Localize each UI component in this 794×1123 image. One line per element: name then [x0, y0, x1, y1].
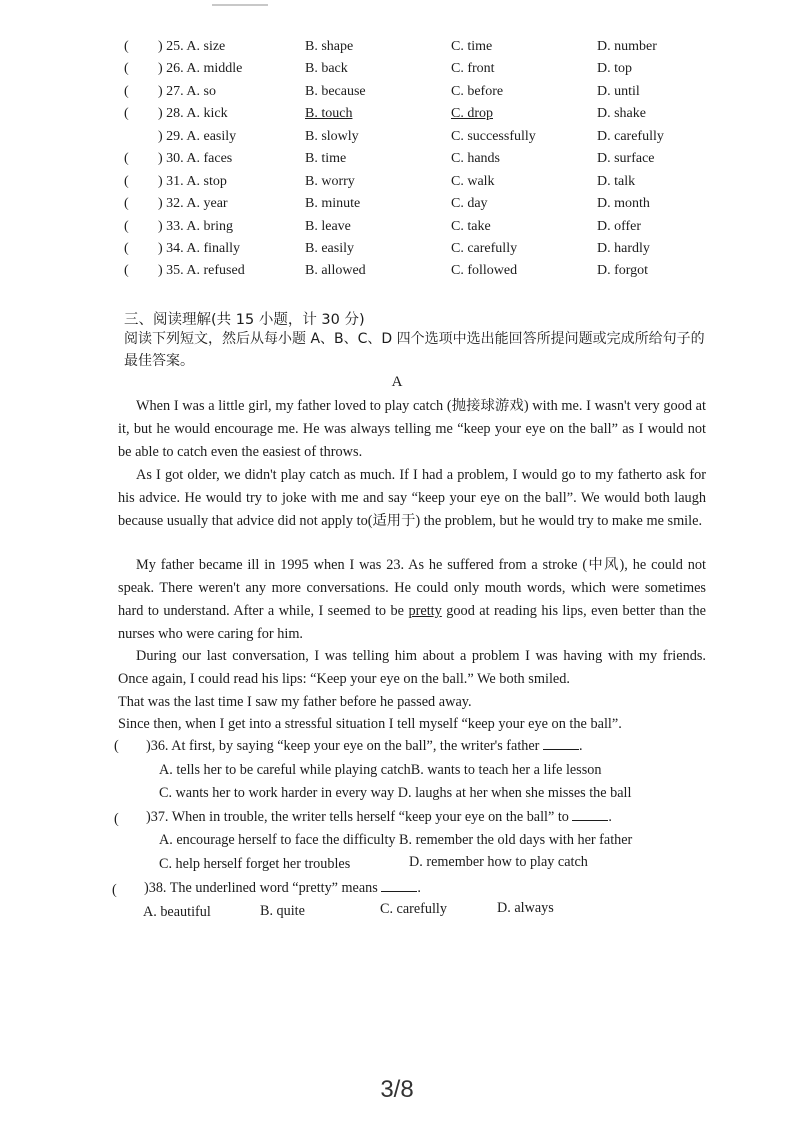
answer-paren: (	[124, 219, 129, 234]
option-d: D. talk	[597, 174, 636, 189]
question-37-options-ab: A. encourage herself to face the difficulty B. remember the old days with her father	[159, 832, 633, 848]
question-36-options-ab: A. tells her to be careful while playing catchB. wants to teach her a life lesson	[159, 762, 602, 778]
question-end: .	[608, 809, 612, 825]
passage-paragraph-1	[118, 395, 706, 464]
question-text: )38. The underlined word “pretty” means	[144, 880, 378, 896]
answer-blank	[572, 806, 608, 821]
passage-letter: A	[391, 374, 403, 390]
option-a: ) 32. A. year	[158, 196, 228, 211]
option-row-27	[0, 81, 794, 103]
option-c: C. successfully	[451, 129, 536, 144]
paragraph-text: During our last conversation, I was telling him about a problem I was having with my friends. Once again, I could read his lips: “Keep your eye on the ball.” We both smiled.	[118, 648, 706, 687]
page-number: 3/8	[380, 1076, 414, 1103]
option-d: D. until	[597, 84, 640, 99]
question-text: )37. When in trouble, the writer tells herself “keep your eye on the ball” to	[146, 809, 569, 825]
passage-line-5: That was the last time I saw my father before he passed away.	[118, 694, 472, 710]
option-d: D. month	[597, 196, 650, 211]
question-text: )36. At first, by saying “keep your eye on the ball”, the writer's father	[146, 738, 540, 754]
question-38-option-b: B. quite	[260, 903, 305, 919]
question-end: .	[578, 738, 583, 754]
paragraph-text: good at reading his lips, even better than the nurses who were caring for him.	[118, 603, 707, 642]
answer-paren: (	[124, 174, 129, 189]
question-37-stem	[146, 806, 612, 828]
option-b: B. touch	[305, 106, 353, 121]
paragraph-text: My father became ill in 1995 when I was 23. As he suffered from a stroke (中风), he could not speak. There weren't any more conversations. He could only mouth words, which were sometimes hard to understand. After a while, I seemed to be	[118, 557, 706, 619]
passage-paragraph-4	[118, 645, 706, 691]
option-row-26	[0, 58, 794, 80]
option-row-34	[0, 238, 794, 260]
option-c: C. take	[451, 219, 491, 234]
question-38-option-d: D. always	[497, 900, 554, 916]
section-instruction: 阅读下列短文，然后从每小题 A、B、C、D 四个选项中选出能回答所提问题或完成所给句子的最佳答案。	[124, 331, 705, 369]
option-a: ) 25. A. size	[158, 39, 226, 54]
option-d: D. top	[597, 61, 632, 76]
paragraph-text: When I was a little girl, my father loved to play catch (抛接球游戏) with me. I wasn't very good at it, but he would encourage me. He was always telling me “keep your eye on the ball” as I would not be able to catch even the easiest of throws.	[118, 398, 706, 460]
answer-paren: (	[124, 241, 129, 256]
option-a: ) 27. A. so	[158, 84, 216, 99]
option-a: ) 34. A. finally	[158, 241, 241, 256]
question-36-paren: (	[114, 738, 119, 754]
answer-paren: (	[124, 61, 129, 76]
option-c: C. day	[451, 196, 488, 211]
option-b: B. back	[305, 61, 348, 76]
option-b: B. shape	[305, 39, 354, 54]
question-37-option-c: C. help herself forget her troubles	[159, 856, 351, 872]
passage-paragraph-2	[118, 464, 706, 533]
option-b: B. leave	[305, 219, 351, 234]
option-row-35	[0, 260, 794, 282]
option-d: D. offer	[597, 219, 642, 234]
option-a: ) 29. A. easily	[158, 129, 237, 144]
paragraph-text: As I got older, we didn't play catch as much. If I had a problem, I would go to my fatherto ask for his advice. He would try to joke with me and say “keep your eye on the ball”. We would both laugh because usually that advice did not apply to(适用于) the problem, but he would try to make me smile.	[118, 467, 706, 529]
option-c: C. before	[451, 84, 504, 99]
option-row-32	[0, 193, 794, 215]
question-37-option-d: D. remember how to play catch	[409, 854, 588, 870]
question-end: .	[417, 880, 421, 896]
option-b: B. time	[305, 151, 347, 166]
option-row-33	[0, 216, 794, 238]
answer-paren: (	[124, 39, 129, 54]
option-a: ) 26. A. middle	[158, 61, 243, 76]
question-38-paren: (	[112, 882, 117, 898]
section-title: 三、阅读理解(共 15 小题，计 30 分)	[124, 312, 365, 328]
option-c: C. front	[451, 61, 495, 76]
question-38-option-a: A. beautiful	[143, 904, 211, 920]
option-row-30	[0, 148, 794, 170]
top-scan-mark	[212, 4, 268, 6]
question-36-options-cd: C. wants her to work harder in every way D. laughs at her when she misses the ball	[159, 785, 632, 801]
option-d: D. shake	[597, 106, 646, 121]
option-d: D. number	[597, 39, 657, 54]
passage-paragraph-3	[118, 554, 706, 646]
option-row-28	[0, 103, 794, 125]
option-d: D. hardly	[597, 241, 650, 256]
question-36-stem	[146, 735, 582, 757]
option-b: B. slowly	[305, 129, 359, 144]
option-c: C. followed	[451, 263, 518, 278]
passage-line-6: Since then, when I get into a stressful situation I tell myself “keep your eye on the ball”.	[118, 716, 622, 732]
option-c: C. time	[451, 39, 493, 54]
option-c: C. hands	[451, 151, 500, 166]
option-row-25	[0, 36, 794, 58]
answer-blank	[543, 735, 579, 750]
option-d: D. forgot	[597, 263, 649, 278]
option-b: B. minute	[305, 196, 361, 211]
question-38-stem	[144, 877, 421, 899]
option-b: B. worry	[305, 174, 355, 189]
option-a: ) 35. A. refused	[158, 263, 245, 278]
option-c: C. carefully	[451, 241, 518, 256]
answer-paren: (	[124, 84, 129, 99]
option-b: B. allowed	[305, 263, 366, 278]
option-a: ) 28. A. kick	[158, 106, 228, 121]
answer-paren: (	[124, 151, 129, 166]
option-c: C. drop	[451, 106, 493, 121]
underlined-word: pretty	[408, 603, 442, 619]
option-c: C. walk	[451, 174, 495, 189]
option-d: D. surface	[597, 151, 655, 166]
question-37-paren: (	[114, 811, 119, 827]
option-a: ) 30. A. faces	[158, 151, 233, 166]
option-d: D. carefully	[597, 129, 664, 144]
option-row-29	[0, 126, 794, 148]
answer-paren: (	[124, 196, 129, 211]
option-row-31	[0, 171, 794, 193]
option-b: B. easily	[305, 241, 354, 256]
option-a: ) 33. A. bring	[158, 219, 234, 234]
answer-paren: (	[124, 263, 129, 278]
answer-paren: (	[124, 106, 129, 121]
option-b: B. because	[305, 84, 366, 99]
answer-blank	[381, 877, 417, 892]
option-a: ) 31. A. stop	[158, 174, 227, 189]
question-38-option-c: C. carefully	[380, 901, 447, 917]
